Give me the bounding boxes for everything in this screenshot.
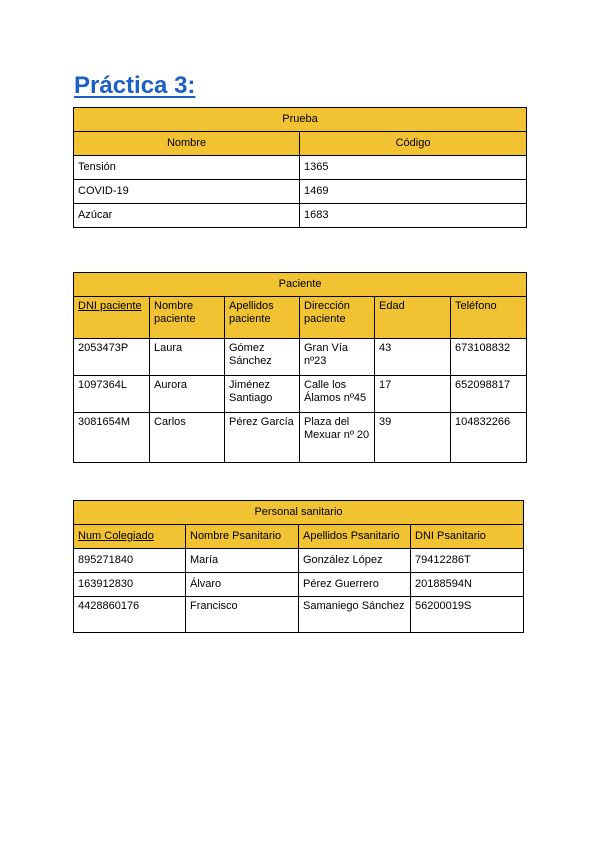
table-cell: Pérez Guerrero xyxy=(299,573,411,597)
table-header-row xyxy=(74,132,527,156)
table-header-row xyxy=(74,525,524,549)
column-header: Dirección paciente xyxy=(300,297,375,339)
table-row xyxy=(74,549,524,573)
table-cell: Tensión xyxy=(74,156,300,180)
table-row xyxy=(74,376,527,413)
page-title: Práctica 3: xyxy=(74,72,196,99)
table-header-row xyxy=(74,297,527,339)
table-cell: Azúcar xyxy=(74,204,300,228)
table-cell: 56200019S xyxy=(411,597,524,633)
table-cell: 3081654M xyxy=(74,413,150,463)
table-cell: Laura xyxy=(150,339,225,376)
table-caption-row xyxy=(74,273,527,297)
table-cell: 652098817 xyxy=(451,376,527,413)
table-cell: Samaniego Sánchez xyxy=(299,597,411,633)
table-cell: 1683 xyxy=(300,204,527,228)
column-header: Código xyxy=(300,132,527,156)
table-cell: 2053473P xyxy=(74,339,150,376)
column-header: Apellidos paciente xyxy=(225,297,300,339)
personal-caption: Personal sanitario xyxy=(74,501,524,525)
column-header: Nombre Psanitario xyxy=(186,525,299,549)
table-row xyxy=(74,339,527,376)
table-cell: 1365 xyxy=(300,156,527,180)
column-header: Nombre xyxy=(74,132,300,156)
table-cell: Carlos xyxy=(150,413,225,463)
prueba-table xyxy=(73,107,527,228)
table-cell: Jiménez Santiago xyxy=(225,376,300,413)
table-cell: 39 xyxy=(375,413,451,463)
table-row xyxy=(74,180,527,204)
table-cell: Pérez García xyxy=(225,413,300,463)
table-row xyxy=(74,204,527,228)
table-row xyxy=(74,573,524,597)
table-cell: 1097364L xyxy=(74,376,150,413)
table-row xyxy=(74,156,527,180)
table-cell: Aurora xyxy=(150,376,225,413)
table-cell: Álvaro xyxy=(186,573,299,597)
paciente-table xyxy=(73,272,527,463)
column-header: Nombre paciente xyxy=(150,297,225,339)
table-cell: 163912830 xyxy=(74,573,186,597)
table-cell: 895271840 xyxy=(74,549,186,573)
column-header-num-colegiado: Num Colegiado xyxy=(74,525,186,549)
column-header: Teléfono xyxy=(451,297,527,339)
table-cell: COVID-19 xyxy=(74,180,300,204)
table-cell: Francisco xyxy=(186,597,299,633)
column-header: DNI Psanitario xyxy=(411,525,524,549)
table-cell: 20188594N xyxy=(411,573,524,597)
table-cell: María xyxy=(186,549,299,573)
table-cell: Gómez Sánchez xyxy=(225,339,300,376)
table-cell: 79412286T xyxy=(411,549,524,573)
table-cell: 4428860176 xyxy=(74,597,186,633)
table-cell: González López xyxy=(299,549,411,573)
table-cell: 43 xyxy=(375,339,451,376)
column-header: Apellidos Psanitario xyxy=(299,525,411,549)
table-cell: Calle los Álamos nº45 xyxy=(300,376,375,413)
table-caption-row xyxy=(74,501,524,525)
table-row xyxy=(74,597,524,633)
table-cell: 673108832 xyxy=(451,339,527,376)
table-caption-row xyxy=(74,108,527,132)
table-cell: Plaza del Mexuar nº 20 xyxy=(300,413,375,463)
column-header: Edad xyxy=(375,297,451,339)
personal-sanitario-table xyxy=(73,500,524,633)
prueba-caption: Prueba xyxy=(74,108,527,132)
table-row xyxy=(74,413,527,463)
table-cell: Gran Vía nº23 xyxy=(300,339,375,376)
column-header-dni-paciente: DNI paciente xyxy=(74,297,150,339)
paciente-caption: Paciente xyxy=(74,273,527,297)
table-cell: 17 xyxy=(375,376,451,413)
table-cell: 104832266 xyxy=(451,413,527,463)
table-cell: 1469 xyxy=(300,180,527,204)
